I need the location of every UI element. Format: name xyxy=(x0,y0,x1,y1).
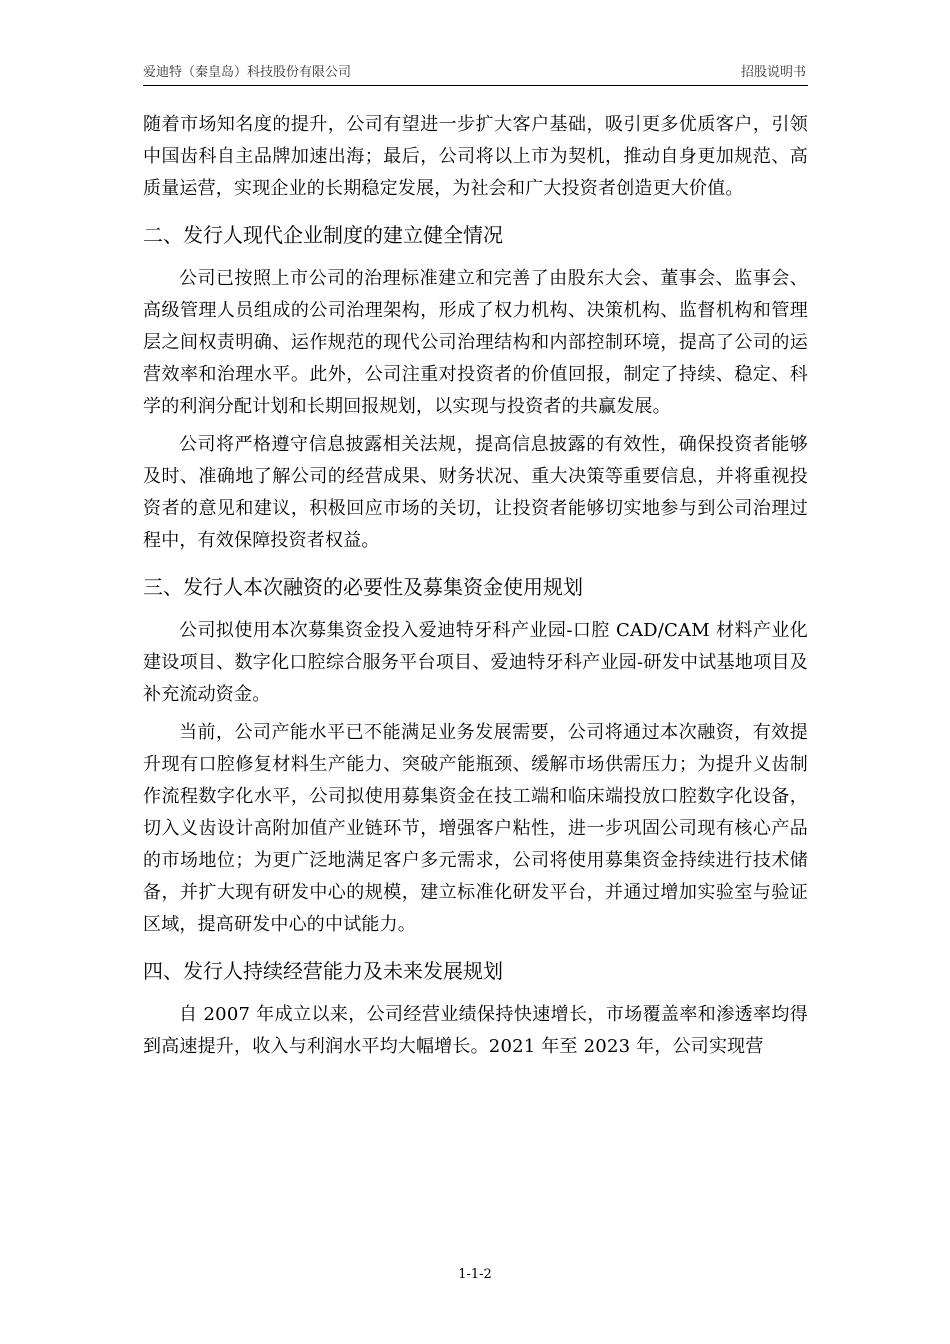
intro-paragraph: 随着市场知名度的提升，公司有望进一步扩大客户基础，吸引更多优质客户，引领中国齿科自主品牌加速出海；最后，公司将以上市为契机，推动自身更加规范、高质量运营，实现企业的长期稳定发展，为社会和广大投资者创造更大价值。 xyxy=(143,114,808,199)
page-header xyxy=(143,55,808,86)
section-2-heading: 二、发行人现代企业制度的建立健全情况 xyxy=(143,223,503,247)
section-2-paragraph-1: 公司已按照上市公司的治理标准建立和完善了由股东大会、董事会、监事会、高级管理人员组成的公司治理架构，形成了权力机构、决策机构、监督机构和管理层之间权责明确、运作规范的现代公司治理结构和内部控制环境，提高了公司的运营效率和治理水平。此外，公司注重对投资者的价值回报，制定了持续、稳定、科学的利润分配计划和长期回报规划，以实现与投资者的共赢发展。 xyxy=(143,268,808,417)
section-3-heading: 三、发行人本次融资的必要性及募集资金使用规划 xyxy=(143,575,583,599)
header-company-name: 爱迪特（秦皇岛）科技股份有限公司 xyxy=(143,65,352,80)
header-document-type: 招股说明书 xyxy=(740,65,806,80)
section-4-heading: 四、发行人持续经营能力及未来发展规划 xyxy=(143,959,503,983)
document-body xyxy=(143,109,808,1069)
page-number: 1-1-2 xyxy=(458,1267,492,1282)
section-3-paragraph-2: 当前，公司产能水平已不能满足业务发展需要，公司将通过本次融资，有效提升现有口腔修复材料生产能力、突破产能瓶颈、缓解市场供需压力；为提升义齿制作流程数字化水平，公司拟使用募集资金在技工端和临床端投放口腔数字化设备，切入义齿设计高附加值产业链环节，增强客户粘性，进一步巩固公司现有核心产品的市场地位；为更广泛地满足客户多元需求，公司将使用募集资金持续进行技术储备，并扩大现有研发中心的规模，建立标准化研发平台，并通过增加实验室与验证区域，提高研发中心的中试能力。 xyxy=(143,722,808,935)
section-3-paragraph-1: 公司拟使用本次募集资金投入爱迪特牙科产业园-口腔 CAD/CAM 材料产业化建设项目、数字化口腔综合服务平台项目、爱迪特牙科产业园-研发中试基地项目及补充流动资金。 xyxy=(143,620,808,705)
section-2-paragraph-2: 公司将严格遵守信息披露相关法规，提高信息披露的有效性，确保投资者能够及时、准确地了解公司的经营成果、财务状况、重大决策等重要信息，并将重视投资者的意见和建议，积极回应市场的关切，让投资者能够切实地参与到公司治理过程中，有效保障投资者权益。 xyxy=(143,434,808,551)
section-4-paragraph-1: 自 2007 年成立以来，公司经营业绩保持快速增长，市场覆盖率和渗透率均得到高速提升，收入与利润水平均大幅增长。2021 年至 2023 年，公司实现营 xyxy=(143,1004,808,1057)
